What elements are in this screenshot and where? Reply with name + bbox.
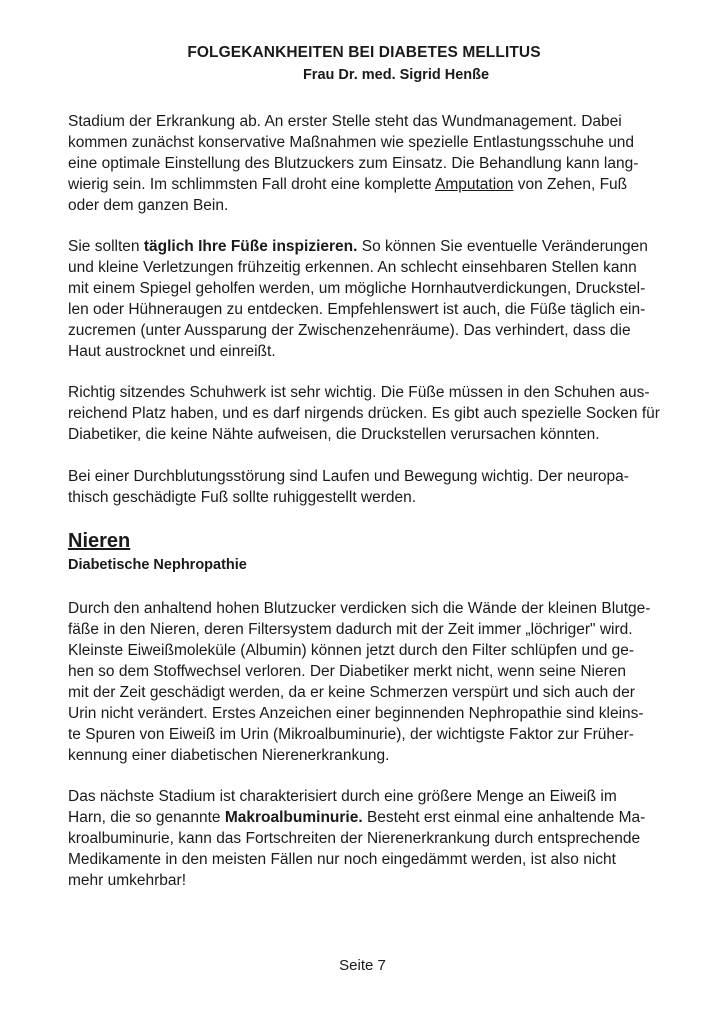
text-line: mehr umkehrbar! (68, 872, 187, 889)
text-line: Bei einer Durchblutungsstörung sind Laufen und Bewegung wichtig. Der neuropa- (68, 468, 629, 485)
text-line: eine optimale Einstellung des Blutzuckers zum Einsatz. Die Behandlung kann lang- (68, 155, 639, 172)
text-line: Durch den anhaltend hohen Blutzucker verdicken sich die Wände der kleinen Blutge- (68, 600, 651, 617)
text-line: kommen zunächst konservative Maßnahmen wie spezielle Entlastungsschuhe und (68, 134, 635, 151)
text-line: zucremen (unter Aussparung der Zwischenzehenräume). Das verhindert, dass die (68, 322, 631, 339)
text-line: Das nächste Stadium ist charakterisiert durch eine größere Menge an Eiweiß im (68, 788, 617, 805)
text-line: kroalbuminurie, kann das Fortschreiten der Nierenerkrankung durch entsprechende (68, 830, 641, 847)
paragraph-macroalbuminuria (68, 786, 658, 891)
emphasis-text: Makroalbuminurie. (224, 809, 363, 826)
emphasis-text: täglich Ihre Füße inspizieren. (143, 238, 358, 255)
text-line: Kleinste Eiweißmoleküle (Albumin) können jetzt durch den Filter schlüpfen und ge- (68, 642, 635, 659)
text-line: thisch geschädigte Fuß sollte ruhiggestellt werden. (68, 489, 417, 506)
text-line (68, 807, 658, 828)
text-line: Stadium der Erkrankung ab. An erster Stelle steht das Wundmanagement. Dabei (68, 113, 622, 130)
text-segment: wierig sein. Im schlimmsten Fall droht eine komplette (68, 176, 435, 193)
text-segment: von Zehen, Fuß (513, 176, 628, 193)
text-line: mit einem Spiegel geholfen werden, um mögliche Hornhautverdickungen, Druckstel- (68, 280, 646, 297)
text-line: Medikamente in den meisten Fällen nur noch eingedämmt werden, ist also nicht (68, 851, 616, 868)
text-line: und kleine Verletzungen frühzeitig erkennen. An schlecht einsehbaren Stellen kann (68, 259, 637, 276)
text-line: Urin nicht verändert. Erstes Anzeichen einer beginnenden Nephropathie sind kleins- (68, 705, 644, 722)
paragraph-nephropathy (68, 598, 658, 766)
text-line: fäße in den Nieren, deren Filtersystem dadurch mit der Zeit immer „löchriger" wird. (68, 621, 633, 638)
text-line: reichend Platz haben, und es darf nirgends drücken. Es gibt auch spezielle Socken für (68, 405, 660, 422)
paragraph-wound-management (68, 111, 658, 216)
section-subheading: Diabetische Nephropathie (68, 557, 247, 573)
text-line: Haut austrocknet und einreißt. (68, 343, 276, 360)
paragraph-foot-inspection (68, 236, 658, 362)
text-line: hen so dem Stoffwechsel verloren. Der Diabetiker merkt nicht, wenn seine Nieren (68, 663, 626, 680)
text-segment: So können Sie eventuelle Veränderungen (357, 238, 648, 255)
text-line: Diabetiker, die keine Nähte aufweisen, die Druckstellen verursachen könnten. (68, 426, 600, 443)
section-heading: Nieren (68, 530, 131, 552)
text-line: te Spuren von Eiweiß im Urin (Mikroalbuminurie), der wichtigste Faktor zur Früher- (68, 726, 634, 743)
paragraph-circulation (68, 466, 658, 508)
paragraph-footwear (68, 382, 658, 445)
text-line: Richtig sitzendes Schuhwerk ist sehr wichtig. Die Füße müssen in den Schuhen aus- (68, 384, 650, 401)
text-segment: Harn, die so genannte (68, 809, 225, 826)
text-line: oder dem ganzen Bein. (68, 197, 229, 214)
text-segment: Besteht erst einmal eine anhaltende Ma- (362, 809, 646, 826)
text-line (68, 174, 658, 195)
text-line: kennung einer diabetischen Nierenerkrankung. (68, 747, 390, 764)
page-number: Seite 7 (339, 957, 386, 974)
amputation-link[interactable]: Amputation (434, 176, 514, 193)
text-line: mit der Zeit geschädigt werden, da er keine Schmerzen verspürt und sich auch der (68, 684, 635, 701)
document-title: FOLGEKANKHEITEN BEI DIABETES MELLITUS (187, 44, 541, 61)
document-author: Frau Dr. med. Sigrid Henße (302, 67, 490, 83)
text-line (68, 236, 658, 257)
text-segment: Sie sollten (68, 238, 144, 255)
text-line: len oder Hühneraugen zu entdecken. Empfehlenswert ist auch, die Füße täglich ein- (68, 301, 646, 318)
